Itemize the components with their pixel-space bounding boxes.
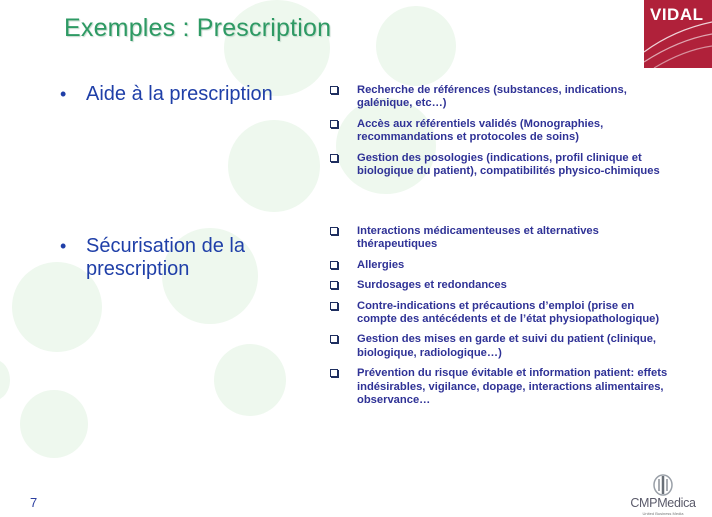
list-item xyxy=(330,225,675,252)
checkbox-bullet-icon xyxy=(330,335,338,343)
cmpmedica-mark-icon xyxy=(618,474,708,496)
list-item xyxy=(330,118,680,145)
background-bubble xyxy=(214,344,286,416)
page-number: 7 xyxy=(30,495,38,510)
slide-title: Exemples : Prescription xyxy=(64,14,332,42)
section-heading-securisation xyxy=(60,235,286,281)
checkbox-bullet-icon xyxy=(330,120,338,128)
section-list-aide xyxy=(330,84,680,178)
checkbox-bullet-icon xyxy=(330,261,338,269)
section-list-securisation xyxy=(330,225,675,407)
checkbox-bullet-icon xyxy=(330,302,338,310)
section-heading-text: Sécurisation de la prescription xyxy=(86,235,245,280)
list-item xyxy=(330,333,675,360)
background-bubble xyxy=(0,360,10,400)
logo-text: VIDAL xyxy=(650,5,704,24)
list-item xyxy=(330,84,680,111)
checkbox-bullet-icon xyxy=(330,369,338,377)
list-item-text: Prévention du risque évitable et information patient: effets indésirables, vigilance, dopage, interactions alimentaires, observance… xyxy=(357,367,668,407)
checkbox-bullet-icon xyxy=(330,227,338,235)
checkbox-bullet-icon xyxy=(330,86,338,94)
list-item xyxy=(330,367,675,407)
list-item xyxy=(330,259,675,272)
section-heading-text: Aide à la prescription xyxy=(86,83,273,105)
list-item-text: Surdosages et redondances xyxy=(357,279,507,292)
cmpmedica-tagline: United Business Media xyxy=(642,511,684,516)
background-bubble xyxy=(20,390,88,458)
list-item-text: Gestion des mises en garde et suivi du patient (clinique, biologique, radiologique…) xyxy=(357,333,657,359)
list-item-text: Gestion des posologies (indications, profil clinique et biologique du patient), compatibilités physico-chimiques xyxy=(357,151,660,178)
list-item-text: Allergies xyxy=(357,258,405,271)
section-heading-aide xyxy=(60,83,316,106)
bullet-dot-icon: • xyxy=(60,236,67,256)
list-item xyxy=(330,300,675,327)
list-item-text: Contre-indications et précautions d’emploi (prise en compte des antécédents et de l’état physiopathologique) xyxy=(357,299,660,326)
cmpmedica-name: CMPMedica xyxy=(630,496,696,510)
list-item xyxy=(330,279,675,292)
checkbox-bullet-icon xyxy=(330,154,338,162)
background-bubble xyxy=(376,6,456,86)
list-item xyxy=(330,152,680,179)
bullet-dot-icon: • xyxy=(60,84,67,104)
checkbox-bullet-icon xyxy=(330,281,338,289)
list-item-text: Accès aux référentiels validés (Monographies, recommandations et protocoles de soins) xyxy=(357,117,604,144)
vidal-logo xyxy=(644,0,712,68)
cmpmedica-logo xyxy=(618,474,708,517)
list-item-text: Interactions médicamenteuses et alternatives thérapeutiques xyxy=(357,225,599,251)
background-bubble xyxy=(228,120,320,212)
list-item-text: Recherche de références (substances, indications, galénique, etc…) xyxy=(357,84,627,110)
